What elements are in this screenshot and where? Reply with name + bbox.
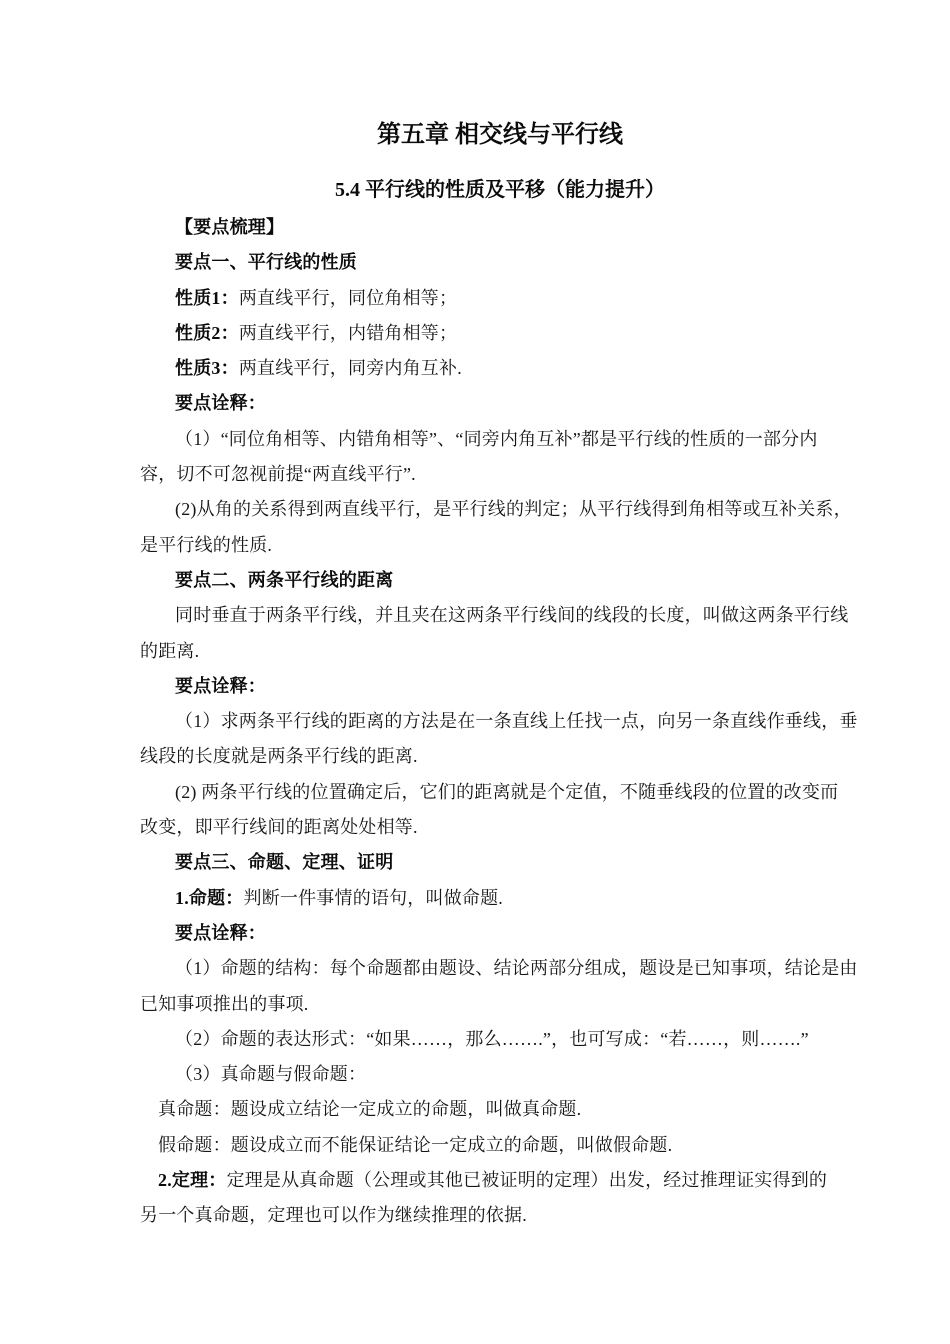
note4-line2 [140, 810, 900, 845]
topic1-heading [140, 245, 900, 280]
key-points-outline-label [140, 210, 900, 245]
bold-text-run: 【要点梳理】 [175, 217, 285, 237]
bold-text-run: 要点诠释： [175, 675, 266, 696]
notes-label-3 [140, 916, 900, 951]
text-run: 两直线平行，同位角相等； [238, 287, 458, 308]
text-run: (2) 两条平行线的位置确定后，它们的距离就是个定值，不随垂线段的位置的改变而 [175, 781, 839, 802]
text-run: 的距离. [140, 640, 200, 661]
bold-text-run: 要点一、平行线的性质 [175, 252, 357, 273]
text-run: 是平行线的性质. [140, 534, 273, 555]
topic3-heading [140, 845, 900, 880]
note1-line2 [140, 457, 900, 492]
false-proposition-line [140, 1128, 900, 1163]
definition-theorem-line2 [140, 1198, 900, 1233]
bold-text-run: 1.命题： [175, 887, 244, 908]
topic2-heading [140, 563, 900, 598]
definition-proposition [140, 881, 900, 916]
property1-line [140, 281, 900, 316]
text-run: 容，切不可忽视前提“两直线平行”. [140, 464, 416, 485]
text-run: 两直线平行，同旁内角互补. [238, 358, 462, 379]
note4-line1 [140, 775, 900, 810]
text-run: 改变，即平行线间的距离处处相等. [140, 817, 418, 838]
text-run: 判断一件事情的语句，叫做命题. [243, 887, 503, 908]
text-run: 假命题：题设成立而不能保证结论一定成立的命题，叫做假命题. [158, 1134, 673, 1155]
notes-label-2 [140, 669, 900, 704]
property2-line [140, 316, 900, 351]
text-run: （1）“同位角相等、内错角相等”、“同旁内角互补”都是平行线的性质的一部分内 [175, 428, 818, 449]
text-run: 同时垂直于两条平行线，并且夹在这两条平行线间的线段的长度，叫做这两条平行线 [175, 605, 849, 626]
note6-line1 [140, 1022, 900, 1057]
text-run: （1）求两条平行线的距离的方法是在一条直线上任找一点，向另一条直线作垂线，垂 [175, 711, 858, 732]
definition-theorem-line1 [140, 1163, 900, 1198]
note3-line2 [140, 739, 900, 774]
topic2-intro-line1 [140, 598, 900, 633]
bold-text-run: 性质2： [175, 322, 239, 343]
bold-text-run: 要点诠释： [175, 922, 266, 943]
notes-label-1 [140, 386, 900, 421]
note7-line1 [140, 1057, 900, 1092]
true-proposition-line [140, 1092, 900, 1127]
note5-line1 [140, 951, 900, 986]
bold-text-run: 性质1： [175, 287, 239, 308]
text-run: 另一个真命题，定理也可以作为继续推理的依据. [140, 1205, 527, 1226]
note2-line2 [140, 528, 900, 563]
document-body [140, 210, 900, 1234]
text-run: 定理是从真命题（公理或其他已被证明的定理）出发，经过推理证实得到的 [226, 1170, 828, 1191]
bold-text-run: 要点三、命题、定理、证明 [175, 852, 394, 873]
topic2-intro-line2 [140, 634, 900, 669]
text-run: （1）命题的结构：每个命题都由题设、结论两部分组成，题设是已知事项，结论是由 [175, 958, 858, 979]
bold-text-run: 性质3： [175, 358, 239, 379]
note2-line1 [140, 492, 900, 527]
section-title: 5.4 平行线的性质及平移（能力提升） [335, 179, 665, 201]
text-run: （2）命题的表达形式：“如果……，那么…….”，也可写成：“若……，则…….” [175, 1028, 809, 1049]
text-run: 两直线平行，内错角相等； [238, 322, 458, 343]
text-run: （3）真命题与假命题： [175, 1064, 367, 1085]
note5-line2 [140, 987, 900, 1022]
text-run: (2)从角的关系得到两直线平行，是平行线的判定；从平行线得到角相等或互补关系， [175, 499, 852, 520]
note3-line1 [140, 704, 900, 739]
bold-text-run: 2.定理： [158, 1170, 227, 1191]
note1-line1 [140, 422, 900, 457]
property3-line [140, 351, 900, 386]
bold-text-run: 要点诠释： [175, 393, 266, 414]
text-run: 线段的长度就是两条平行线的距离. [140, 746, 418, 767]
text-run: 已知事项推出的事项. [140, 993, 309, 1014]
bold-text-run: 要点二、两条平行线的距离 [175, 569, 394, 590]
chapter-title: 第五章 相交线与平行线 [377, 122, 623, 148]
text-run: 真命题：题设成立结论一定成立的命题，叫做真命题. [158, 1099, 582, 1120]
